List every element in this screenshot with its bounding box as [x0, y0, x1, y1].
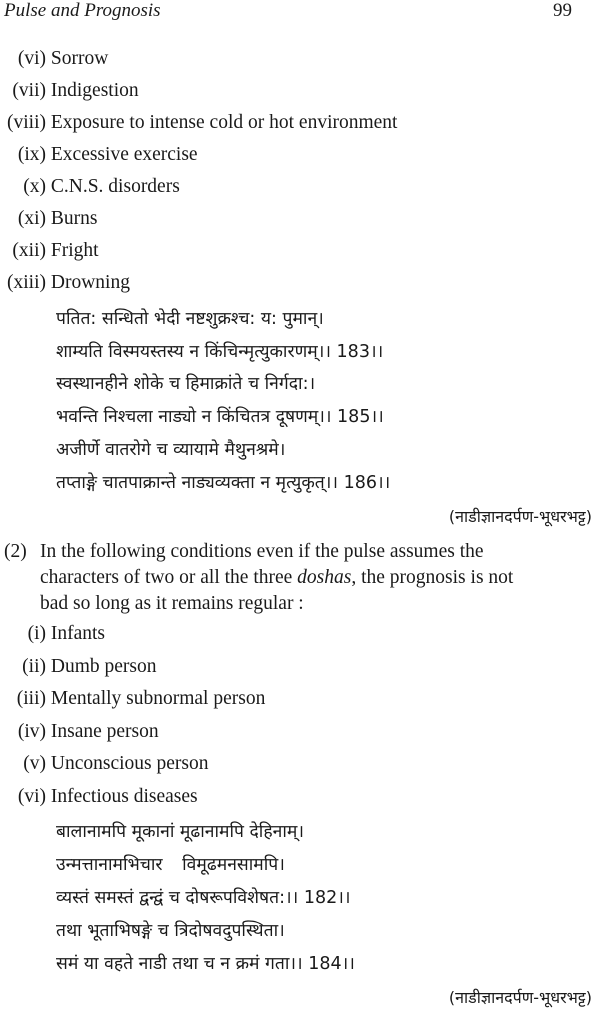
list-item — [0, 686, 265, 712]
list-text: Insane person — [50, 721, 159, 742]
list-marker: (vi) — [17, 786, 46, 807]
list-marker: (xi) — [17, 208, 46, 229]
sanskrit-verse-line: पतित: सन्धितो भेदी नष्टशुक्रश्च: य: पुमान्। — [56, 309, 324, 329]
paragraph-italic-term: doshas — [297, 567, 352, 588]
list-text: Indigestion — [50, 80, 139, 101]
list-marker: (ix) — [17, 144, 46, 165]
paragraph-line: bad so long as it remains regular : — [40, 593, 304, 614]
sanskrit-verse-line: व्यस्तं समस्तं द्वन्द्वं च दोषरूपविशेषत:।। 182।। — [56, 888, 351, 908]
list-item — [0, 206, 97, 232]
verse-source-citation: (नाडीज्ञानदर्पण-भूधरभट्ट) — [448, 507, 592, 526]
list-text: Mentally subnormal person — [50, 688, 266, 709]
list-text: Excessive exercise — [50, 144, 198, 165]
list-marker: (i) — [27, 623, 46, 644]
list-item — [0, 78, 139, 104]
list-item — [0, 174, 180, 200]
running-head: Pulse and Prognosis — [4, 0, 161, 21]
list-text: Exposure to intense cold or hot environment — [50, 112, 398, 133]
page-number: 99 — [553, 0, 572, 21]
sanskrit-verse-line: बालानामपि मूकानां मूढानामपि देहिनाम्। — [56, 822, 304, 842]
list-text: Drowning — [50, 272, 130, 293]
list-marker: (v) — [23, 753, 46, 774]
verse-source-citation: (नाडीज्ञानदर्पण-भूधरभट्ट) — [448, 988, 592, 1007]
sanskrit-verse-line: भवन्ति निश्चला नाड्यो न किंचितत्र दूषणम्।। 185।। — [56, 407, 384, 427]
list-text: Fright — [50, 240, 99, 261]
list-marker: (ii) — [22, 656, 46, 677]
sanskrit-verse-line: स्वस्थानहीने शोके च हिमाक्रांते च निर्गदा:। — [56, 374, 316, 394]
sanskrit-verse-line: समं या वहते नाडी तथा च न क्रमं गता।। 184।। — [56, 954, 355, 974]
list-marker: (x) — [23, 176, 46, 197]
list-item — [0, 46, 108, 72]
list-marker: (vi) — [17, 48, 46, 69]
list-item — [0, 621, 105, 647]
list-marker: (xii) — [12, 240, 46, 261]
numbered-paragraph — [0, 539, 600, 619]
list-item — [0, 238, 99, 264]
list-marker: (vii) — [12, 80, 46, 101]
list-marker: (viii) — [7, 112, 46, 133]
list-text: Sorrow — [50, 48, 109, 69]
list-marker: (iv) — [17, 721, 46, 742]
paragraph-text: characters of two or all the three — [40, 567, 298, 588]
list-text: Infants — [50, 623, 106, 644]
paragraph-number: (2) — [4, 541, 27, 562]
list-text: Infectious diseases — [50, 786, 198, 807]
list-marker: (xiii) — [7, 272, 46, 293]
list-item — [0, 654, 157, 680]
paragraph-line — [40, 565, 513, 590]
list-item — [0, 751, 208, 777]
list-item — [0, 719, 159, 745]
list-text: Burns — [50, 208, 98, 229]
sanskrit-verse-line: शाम्यति विस्मयस्तस्य न किंचिन्मृत्युकारणम्।। 183।। — [56, 342, 384, 362]
list-text: C.N.S. disorders — [50, 176, 180, 197]
page-header — [0, 0, 600, 24]
paragraph-line: In the following conditions even if the pulse assumes the — [40, 541, 484, 562]
list-item — [0, 270, 130, 296]
sanskrit-verse-line: उन्मत्तानामभिचार विमूढमनसामपि। — [56, 855, 285, 875]
sanskrit-verse-line: तथा भूताभिषङ्गे च त्रिदोषवदुपस्थिता। — [56, 921, 285, 941]
list-text: Dumb person — [50, 656, 157, 677]
sanskrit-verse-line: तप्ताङ्गे चातपाक्रान्ते नाड्यव्यक्ता न मृत्युकृत्।। 186।। — [56, 473, 391, 493]
list-item — [0, 784, 198, 810]
list-marker: (iii) — [16, 688, 46, 709]
list-text: Unconscious person — [50, 753, 209, 774]
list-item — [0, 110, 397, 136]
sanskrit-verse-line: अजीर्णे वातरोगे च व्यायामे मैथुनश्रमे। — [56, 440, 286, 460]
paragraph-text: , the prognosis is not — [351, 567, 514, 588]
list-item — [0, 142, 198, 168]
